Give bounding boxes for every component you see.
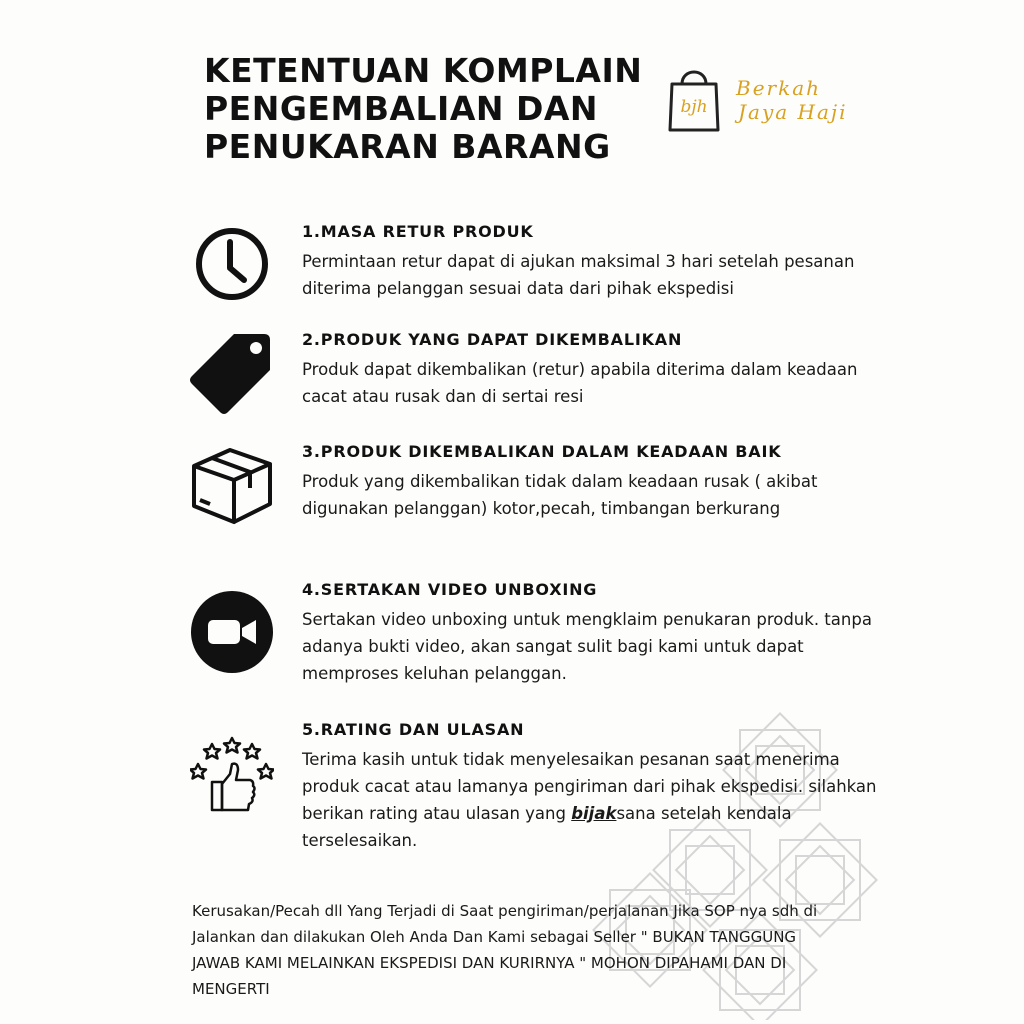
title-line-3: PENUKARAN BARANG: [204, 127, 611, 166]
shopping-bag-icon: [666, 62, 722, 134]
section-title: 2.PRODUK YANG DAPAT DIKEMBALIKAN: [302, 330, 683, 349]
section-text-before: Terima kasih untuk tidak menyelesaikan pesanan saat menerima produk cacat atau lamanya pengiriman dari pihak ekspedisi. silahkan berikan rating atau ulasan yang: [302, 750, 877, 823]
section-text: Produk dapat dikembalikan (retur) apabila diterima dalam keadaan cacat atau rusak dan di sertai resi: [302, 360, 858, 406]
section-text: Sertakan video unboxing untuk mengklaim penukaran produk. tanpa adanya bukti video, akan sangat sulit bagi kami untuk dapat memproses keluhan pelanggan.: [302, 610, 872, 683]
brand-name-line-1: Berkah: [736, 76, 822, 100]
brand-name: [736, 76, 847, 124]
brand-logo: [666, 62, 876, 142]
title-line-2: PENGEMBALIAN DAN: [204, 89, 599, 128]
section-title: 5.RATING DAN ULASAN: [302, 720, 525, 739]
brand-name-line-2: Jaya Haji: [738, 100, 848, 124]
video-camera-icon: [190, 590, 274, 674]
package-box-icon: [190, 444, 274, 528]
section-title: 4.SERTAKAN VIDEO UNBOXING: [302, 580, 598, 599]
footer-disclaimer: Kerusakan/Pecah dll Yang Terjadi di Saat pengiriman/perjalanan Jika SOP nya sdh di Jalankan dan dilakukan Oleh Anda Dan Kami sebagai Seller " BUKAN TANGGUNG JAWAB KAMI MELAINKAN EKSPEDISI DAN KURIRNYA " MOHON DIPAHAMI DAN DI MENGERTI: [192, 902, 818, 998]
price-tag-icon: [190, 330, 274, 414]
thumbs-up-stars-icon: [190, 734, 274, 818]
logo-monogram: bjh: [680, 97, 708, 117]
section-title: 3.PRODUK DIKEMBALIKAN DALAM KEADAAN BAIK: [302, 442, 782, 461]
section-text: [302, 746, 882, 854]
clock-icon: [190, 222, 274, 306]
page-title: [204, 52, 642, 166]
section-body: [302, 330, 882, 410]
title-line-1: KETENTUAN KOMPLAIN: [204, 51, 643, 90]
section-text: Permintaan retur dapat di ajukan maksimal 3 hari setelah pesanan diterima pelanggan sesuai data dari pihak ekspedisi: [302, 252, 855, 298]
section-body: [302, 222, 882, 302]
section-text: Produk yang dikembalikan tidak dalam keadaan rusak ( akibat digunakan pelanggan) kotor,pecah, timbangan berkurang: [302, 472, 818, 518]
section-title: 1.MASA RETUR PRODUK: [302, 222, 534, 241]
section-body: [302, 720, 882, 854]
section-text-emphasis: bijak: [571, 804, 617, 823]
section-body: [302, 580, 882, 687]
section-body: [302, 442, 882, 522]
section-text-after: sana setelah kendala terselesaikan.: [302, 804, 792, 850]
